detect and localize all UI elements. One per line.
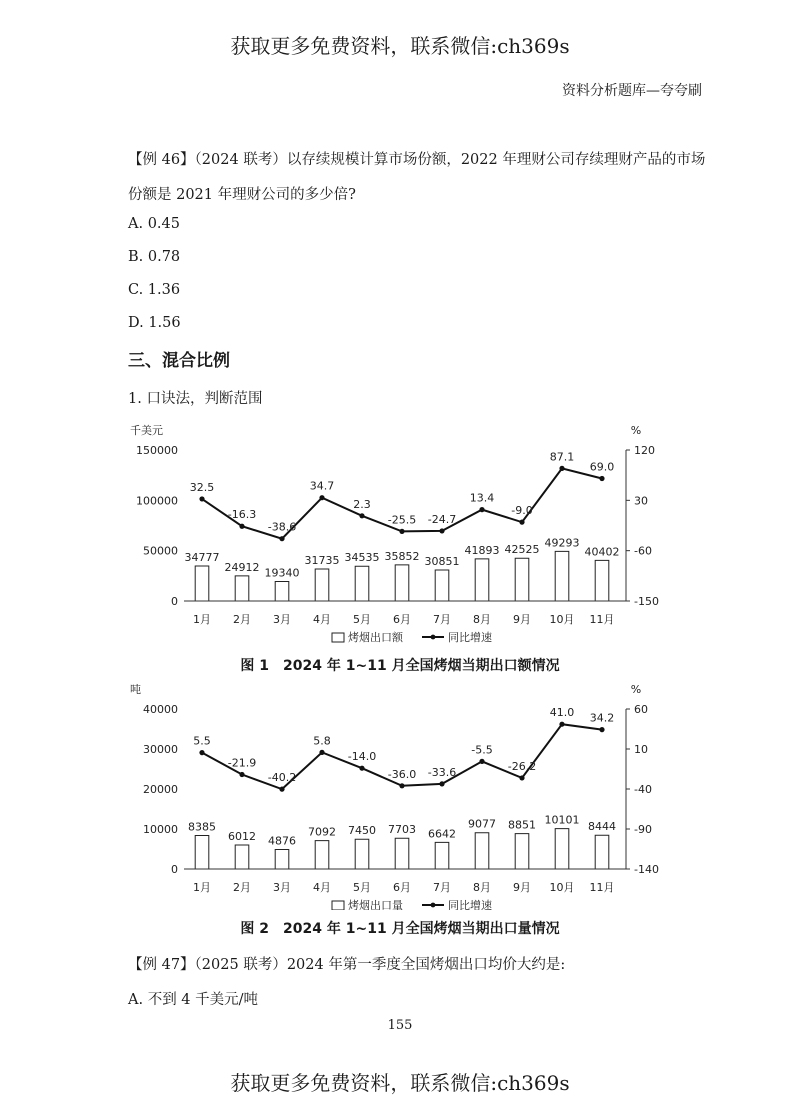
x-axis-tick: 7月: [433, 881, 451, 894]
chart-1-export-value: [0, 418, 800, 654]
bar-value-label: 35852: [384, 549, 420, 563]
bar-5月: [355, 566, 369, 601]
growth-rate-point: [439, 528, 444, 533]
bar-6月: [395, 838, 409, 869]
bar-value-label: 8851: [508, 818, 536, 832]
growth-rate-label: -9.0: [511, 504, 533, 518]
growth-rate-point: [399, 783, 404, 788]
growth-rate-label: -33.6: [427, 765, 457, 779]
growth-rate-point: [519, 520, 524, 525]
legend-bar-label: 烤烟出口额: [348, 631, 403, 644]
bar-value-label: 49293: [544, 536, 580, 550]
bar-6月: [395, 565, 409, 601]
growth-rate-label: -24.7: [427, 512, 457, 526]
page-number: 155: [387, 1018, 413, 1033]
question-46-option-c: C. 1.36: [128, 282, 181, 298]
x-axis-tick: 8月: [473, 613, 491, 626]
growth-rate-line: [202, 468, 602, 538]
growth-rate-label: -5.5: [471, 743, 493, 757]
x-axis-tick: 8月: [473, 881, 491, 894]
bar-2月: [235, 576, 249, 601]
bar-10月: [555, 829, 569, 869]
legend-line-label: 同比增速: [448, 899, 492, 910]
right-axis-unit: %: [630, 424, 642, 437]
bar-5月: [355, 839, 369, 869]
x-axis-tick: 7月: [433, 613, 451, 626]
bar-value-label: 7703: [388, 823, 416, 837]
bar-10月: [555, 551, 569, 601]
x-axis-tick: 4月: [313, 613, 331, 626]
growth-rate-label: -40.2: [267, 771, 297, 785]
x-axis-tick: 5月: [353, 881, 371, 894]
bar-8月: [475, 559, 489, 601]
bar-value-label: 19340: [264, 566, 300, 580]
growth-rate-point: [199, 750, 204, 755]
question-47-option-a: A. 不到 4 千美元/吨: [128, 992, 259, 1008]
growth-rate-point: [559, 466, 564, 471]
left-axis-unit: 千美元: [130, 424, 163, 437]
bar-1月: [195, 566, 209, 601]
left-axis-tick: 0: [171, 595, 178, 608]
bar-11月: [595, 560, 609, 601]
right-axis-tick: -40: [634, 783, 652, 796]
bar-9月: [515, 558, 529, 601]
bar-value-label: 10101: [544, 813, 580, 827]
right-axis-tick: 120: [634, 444, 655, 457]
growth-rate-label: 32.5: [189, 480, 215, 494]
bar-4月: [315, 841, 329, 869]
question-47-line-1: 【例 47】（2025 联考）2024 年第一季度全国烤烟出口均价大约是:: [128, 957, 566, 973]
growth-rate-label: 41.0: [549, 706, 575, 720]
growth-rate-point: [319, 495, 324, 500]
x-axis-tick: 1月: [193, 613, 211, 626]
right-axis-tick: 30: [634, 494, 648, 508]
right-axis-tick: -140: [634, 863, 659, 876]
left-axis-tick: 100000: [136, 494, 178, 508]
chart-2-caption: 图 2 2024 年 1~11 月全国烤烟当期出口量情况: [240, 921, 560, 937]
bar-1月: [195, 835, 209, 869]
x-axis-tick: 5月: [353, 613, 371, 626]
bar-value-label: 41893: [464, 543, 500, 557]
growth-rate-label: -38.6: [267, 520, 297, 534]
x-axis-tick: 3月: [273, 613, 291, 626]
bar-value-label: 31735: [304, 554, 340, 568]
growth-rate-point: [479, 759, 484, 764]
right-axis-tick: 10: [634, 743, 648, 756]
growth-rate-label: 87.1: [549, 450, 575, 464]
growth-rate-point: [439, 781, 444, 786]
x-axis-tick: 2月: [233, 881, 251, 894]
right-axis-unit: %: [630, 683, 642, 696]
legend-line-marker: [431, 903, 436, 908]
x-axis-tick: 9月: [513, 881, 531, 894]
growth-rate-label: -21.9: [227, 756, 257, 770]
bar-7月: [435, 842, 449, 869]
top-banner: 获取更多免费资料，联系微信:ch369s: [230, 34, 570, 58]
bottom-banner: 获取更多免费资料，联系微信:ch369s: [230, 1071, 570, 1095]
bar-value-label: 34535: [344, 551, 380, 565]
right-axis-tick: -90: [634, 823, 652, 836]
x-axis-tick: 6月: [393, 881, 411, 894]
x-axis-tick: 6月: [393, 613, 411, 626]
bar-value-label: 34777: [184, 550, 220, 564]
bar-value-label: 40402: [584, 545, 620, 559]
bar-4月: [315, 569, 329, 601]
growth-rate-point: [359, 513, 364, 518]
x-axis-tick: 2月: [233, 613, 251, 626]
growth-rate-point: [399, 529, 404, 534]
legend-line-label: 同比增速: [448, 631, 492, 644]
growth-rate-label: -16.3: [227, 508, 257, 522]
x-axis-tick: 11月: [589, 613, 615, 626]
bar-9月: [515, 834, 529, 869]
left-axis-unit: 吨: [130, 683, 141, 696]
growth-rate-label: 5.5: [193, 734, 211, 748]
growth-rate-point: [199, 496, 204, 501]
right-axis-tick: -60: [634, 544, 652, 558]
x-axis-tick: 11月: [589, 881, 615, 894]
growth-rate-label: -25.5: [387, 513, 417, 527]
legend-line-marker: [431, 635, 436, 640]
growth-rate-point: [559, 722, 564, 727]
question-46-option-b: B. 0.78: [128, 249, 181, 265]
right-axis-tick: -150: [634, 595, 659, 608]
left-axis-tick: 150000: [136, 444, 178, 457]
bar-value-label: 30851: [424, 554, 460, 568]
chart-2-export-volume: [0, 680, 800, 910]
growth-rate-label: 2.3: [353, 497, 371, 511]
legend-bar-swatch: [332, 633, 344, 642]
bar-value-label: 8385: [188, 820, 216, 834]
chart-1-caption: 图 1 2024 年 1~11 月全国烤烟当期出口额情况: [240, 658, 560, 674]
x-axis-tick: 10月: [549, 881, 575, 894]
bar-2月: [235, 845, 249, 869]
growth-rate-label: -14.0: [347, 750, 377, 764]
question-46-line-1: 【例 46】（2024 联考）以存续规模计算市场份额，2022 年理财公司存续理财产品的市场: [128, 152, 706, 168]
section-title: 三、混合比例: [128, 351, 230, 371]
bar-11月: [595, 835, 609, 869]
legend-bar-swatch: [332, 901, 344, 910]
bar-value-label: 42525: [504, 543, 540, 557]
question-46-line-2: 份额是 2021 年理财公司的多少倍?: [128, 187, 356, 203]
growth-rate-point: [479, 507, 484, 512]
x-axis-tick: 9月: [513, 613, 531, 626]
question-46-option-a: A. 0.45: [128, 216, 180, 232]
legend-bar-label: 烤烟出口量: [348, 899, 403, 910]
growth-rate-label: -36.0: [387, 767, 417, 781]
bar-value-label: 7092: [308, 825, 336, 839]
growth-rate-point: [599, 727, 604, 732]
bar-value-label: 8444: [588, 820, 616, 834]
x-axis-tick: 4月: [313, 881, 331, 894]
left-axis-tick: 0: [171, 863, 178, 876]
section-subtitle: 1. 口诀法，判断范围: [128, 391, 263, 407]
growth-rate-point: [279, 536, 284, 541]
growth-rate-point: [279, 787, 284, 792]
growth-rate-point: [359, 766, 364, 771]
x-axis-tick: 3月: [273, 881, 291, 894]
left-axis-tick: 50000: [143, 544, 178, 558]
bar-value-label: 4876: [268, 834, 296, 848]
left-axis-tick: 40000: [143, 703, 178, 716]
right-axis-tick: 60: [634, 703, 648, 716]
growth-rate-label: 34.7: [309, 479, 335, 493]
growth-rate-label: 69.0: [589, 460, 615, 474]
bar-value-label: 7450: [348, 824, 376, 838]
left-axis-tick: 30000: [143, 743, 178, 756]
left-axis-tick: 10000: [143, 823, 178, 836]
bar-7月: [435, 570, 449, 601]
growth-rate-point: [319, 750, 324, 755]
growth-rate-point: [239, 772, 244, 777]
growth-rate-point: [239, 524, 244, 529]
growth-rate-label: 34.2: [589, 711, 615, 725]
bar-value-label: 6012: [228, 829, 256, 843]
growth-rate-point: [519, 775, 524, 780]
bar-3月: [275, 849, 289, 869]
bar-value-label: 9077: [468, 817, 496, 831]
x-axis-tick: 10月: [549, 613, 575, 626]
growth-rate-label: 5.8: [313, 734, 331, 748]
page-subtitle: 资料分析题库—夸夸刷: [562, 83, 702, 99]
bar-value-label: 24912: [224, 560, 260, 574]
growth-rate-point: [599, 476, 604, 481]
growth-rate-label: 13.4: [469, 491, 495, 505]
x-axis-tick: 1月: [193, 881, 211, 894]
left-axis-tick: 20000: [143, 783, 178, 796]
question-46-option-d: D. 1.56: [128, 315, 181, 331]
bar-8月: [475, 833, 489, 869]
bar-3月: [275, 582, 289, 601]
growth-rate-label: -26.2: [507, 759, 537, 773]
bar-value-label: 6642: [428, 827, 456, 841]
